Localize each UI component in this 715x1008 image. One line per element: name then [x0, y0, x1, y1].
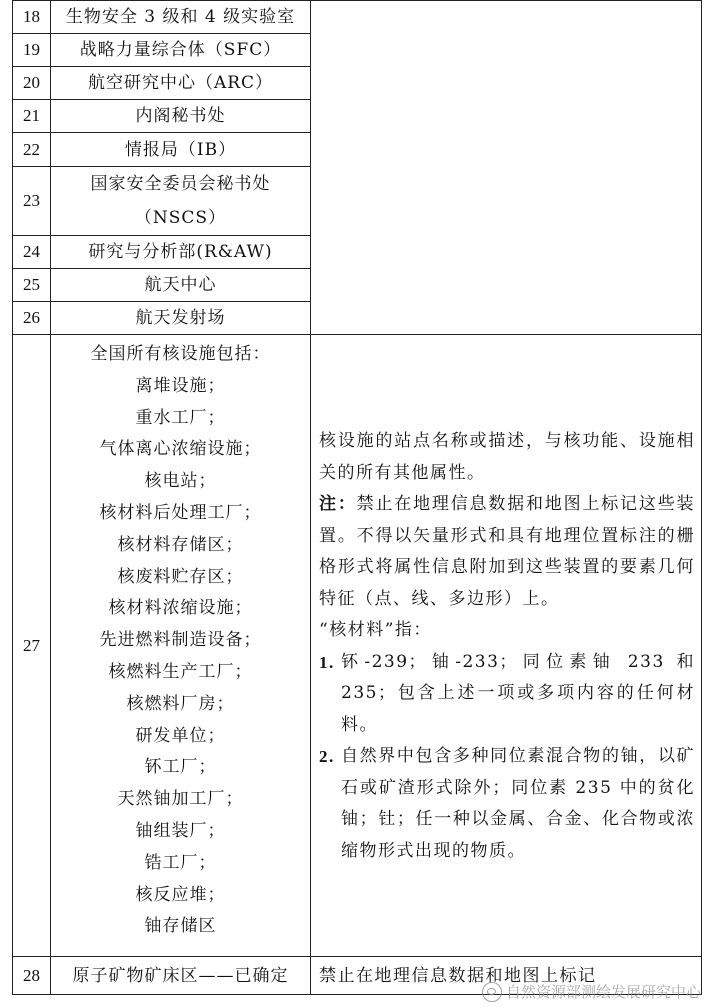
facility-item: 天然铀加工厂；: [117, 789, 244, 810]
row-number: 18: [13, 1, 51, 34]
note-text: 禁止在地理信息数据和地图上标记这些装置。不得以矢量形式和具有地理位置标注的栅格形式将属性信息附加到这些装置的要素几何特征（点、线、多边形）上。: [319, 494, 696, 609]
row-number: 20: [13, 67, 51, 100]
site-name: 战略力量综合体（SFC）: [51, 34, 311, 67]
row-number: 27: [13, 335, 51, 957]
list-item: [319, 647, 695, 742]
facility-item: 离堆设施；: [135, 375, 226, 396]
description-intro: 核设施的站点名称或描述，与核功能、设施相关的所有其他属性。: [319, 431, 695, 483]
row-number: 21: [13, 100, 51, 133]
facility-item: 重水工厂；: [135, 407, 226, 428]
list-marker: 1.: [319, 652, 335, 672]
list-item: [319, 741, 695, 867]
empty-desc-cell: [311, 1, 702, 335]
nuclear-description: [311, 335, 702, 957]
site-name: 航天发射场: [51, 302, 311, 335]
facility-item: 锆工厂；: [144, 852, 217, 873]
site-name: 航空研究中心（ARC）: [51, 67, 311, 100]
facility-item: 核材料浓缩设施；: [108, 598, 253, 619]
facility-item: 研发单位；: [135, 725, 226, 746]
restricted-sites-table: [12, 0, 702, 995]
site-name: 生物安全 3 级和 4 级实验室: [51, 1, 311, 34]
material-definition: “核材料”指：: [319, 620, 432, 640]
facility-item: 核材料存储区；: [117, 534, 244, 555]
site-name: 情报局（IB）: [51, 133, 311, 167]
facility-item: 核燃料生产工厂；: [108, 661, 253, 682]
table-row: [13, 1, 702, 34]
facility-item: 气体离心浓缩设施；: [99, 439, 262, 460]
facility-item: 先进燃料制造设备；: [99, 630, 262, 651]
site-name: 内阁秘书处: [51, 100, 311, 133]
facility-item: 全国所有核设施包括：: [90, 344, 271, 364]
site-name: [51, 167, 311, 236]
row-number: 26: [13, 302, 51, 335]
facility-item: 核材料后处理工厂；: [99, 502, 262, 523]
facility-item: 核废料贮存区；: [117, 566, 244, 587]
facility-item: 铀存储区: [144, 916, 217, 937]
watermark: [482, 981, 701, 1002]
note-paragraph: [319, 489, 695, 615]
site-name: 研究与分析部(R&AW): [51, 236, 311, 269]
list-marker: 2.: [319, 747, 335, 766]
table-row: [13, 335, 702, 957]
facility-item: 钚工厂；: [144, 757, 217, 778]
site-name: 航天中心: [51, 269, 311, 302]
facility-item: 铀组装厂；: [135, 820, 226, 841]
row-number: 25: [13, 269, 51, 302]
watermark-text: 自然资源部测绘发展研究中心: [505, 983, 701, 1001]
facility-item: 核燃料厂房；: [126, 693, 235, 714]
row-number: 28: [13, 957, 51, 995]
site-description: 禁止在地理信息数据和地图上标记: [311, 957, 702, 995]
facility-item: 核电站；: [144, 471, 217, 492]
wechat-icon: [482, 982, 502, 1002]
site-name-line: 国家安全委员会秘书处: [90, 174, 271, 194]
row-number: 19: [13, 34, 51, 67]
list-text: 自然界中包含多种同位素混合物的铀，以矿石或矿渣形式除外；同位素 235 中的贫化铀；钍；任一种以金属、合金、化合物或浓缩物形式出现的物质。: [341, 746, 695, 861]
nuclear-facility-list: [51, 335, 311, 957]
row-number: 22: [13, 133, 51, 167]
row-number: 23: [13, 167, 51, 236]
site-name: 原子矿物矿床区——已确定: [51, 957, 311, 995]
note-label: 注：: [319, 494, 357, 514]
row-number: 24: [13, 236, 51, 269]
list-text: 钚-239；铀-233；同位素铀 233 和 235；包含上述一项或多项内容的任何材料。: [341, 651, 695, 735]
facility-item: 核反应堆；: [135, 884, 226, 905]
site-name-line: （NSCS）: [134, 208, 227, 228]
